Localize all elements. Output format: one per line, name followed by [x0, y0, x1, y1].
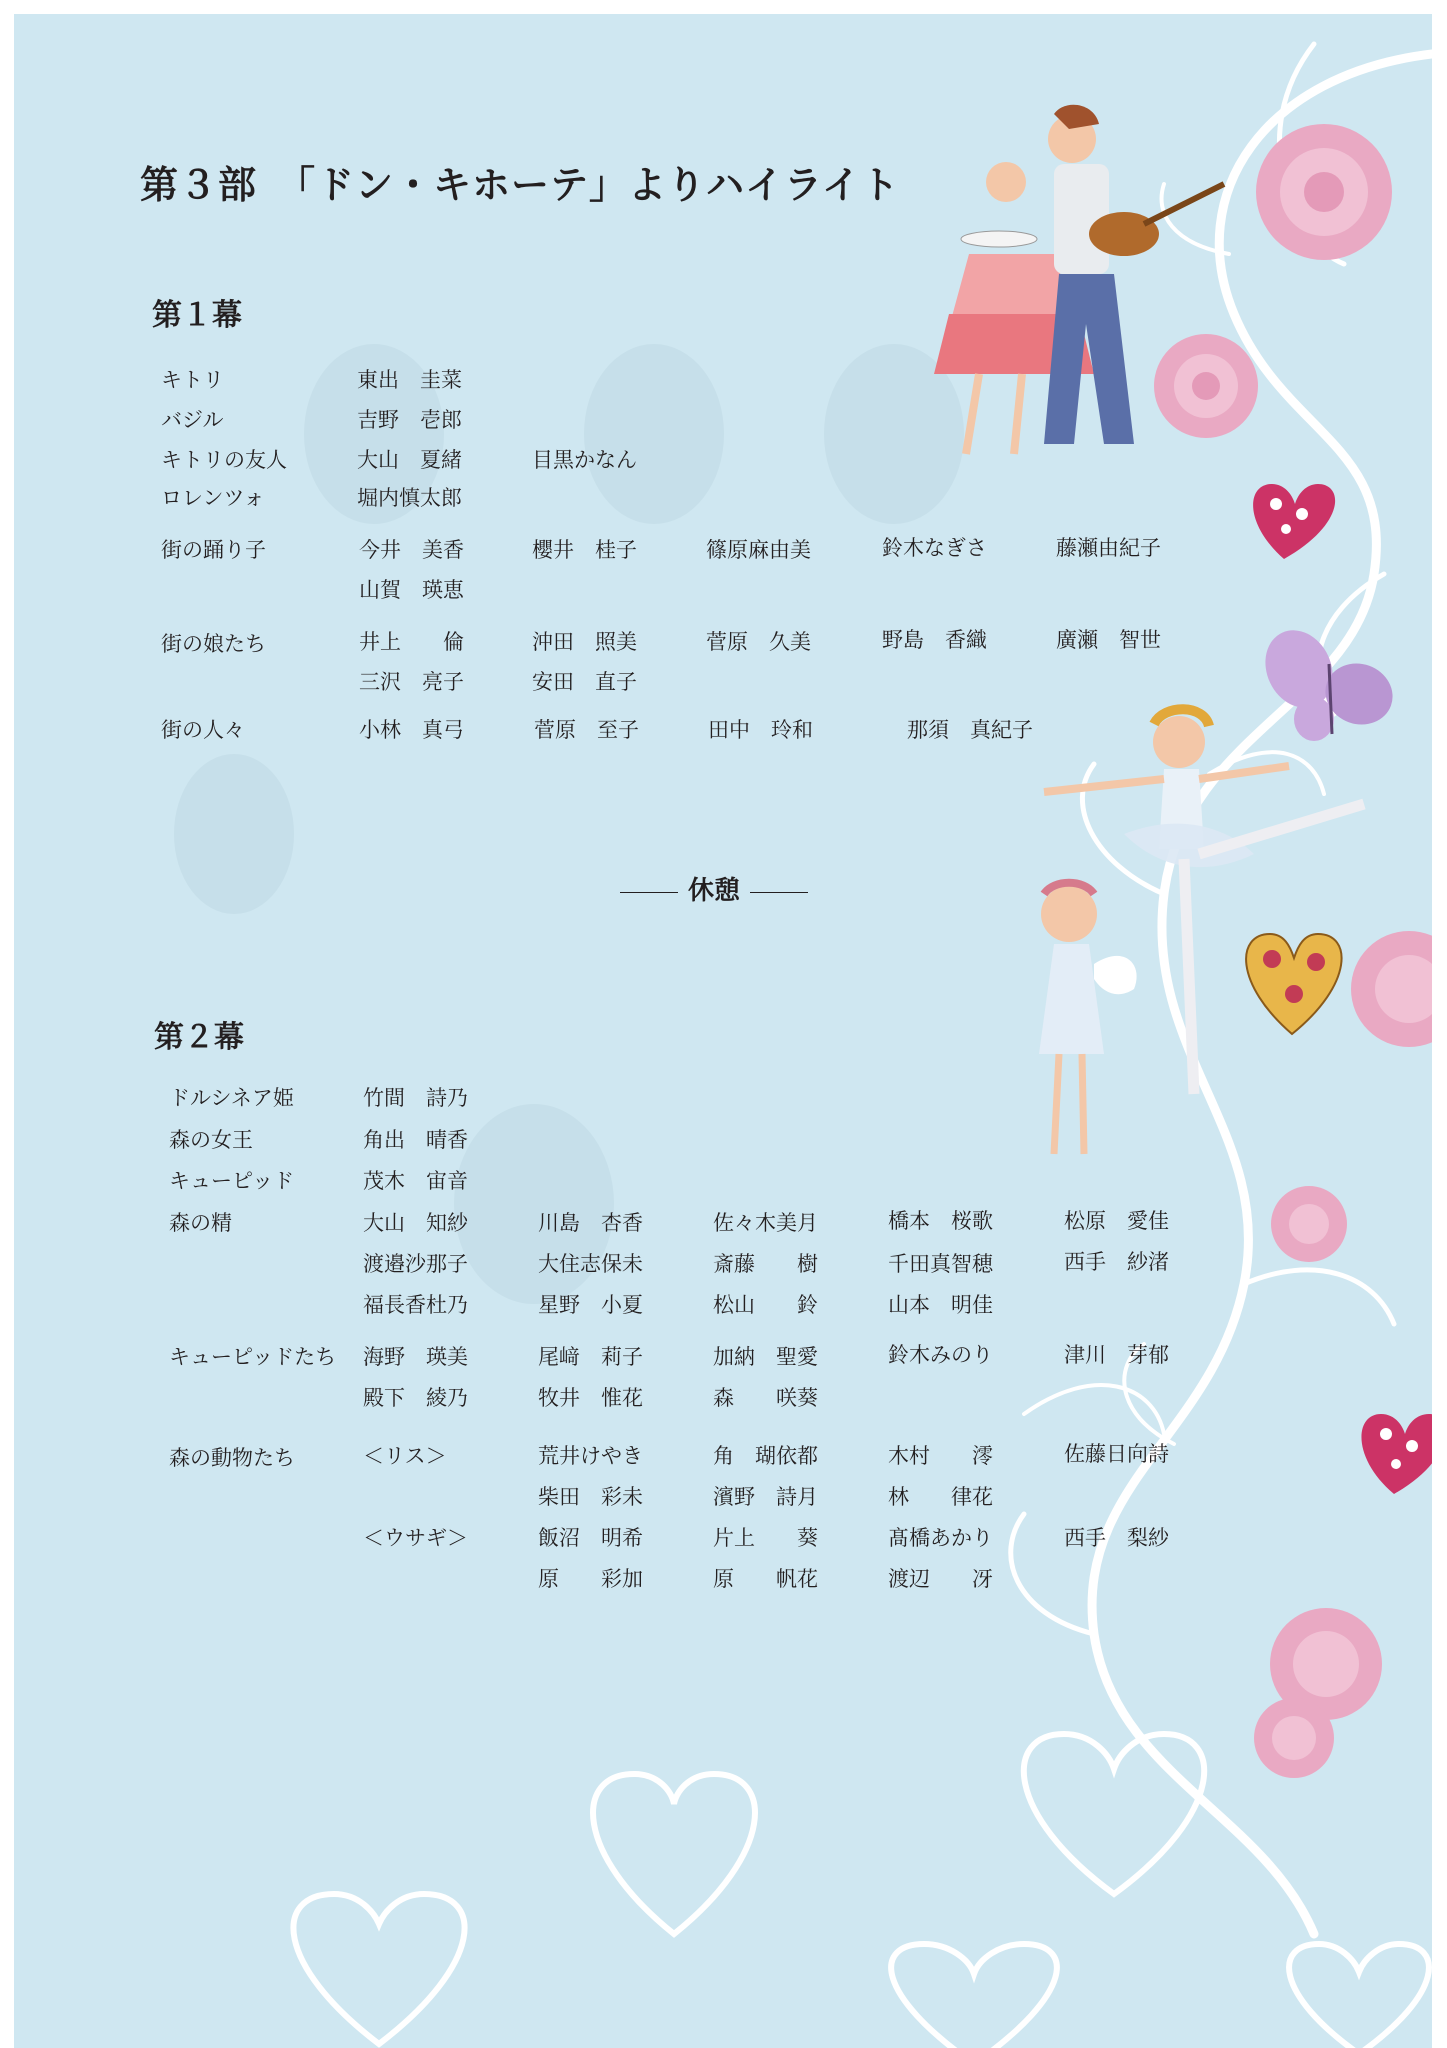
cast-name: 佐藤日向詩: [1064, 1442, 1169, 1466]
rose-icon: [1271, 1186, 1347, 1262]
cast-name: 角出 晴香: [363, 1128, 468, 1152]
cast-name: 佐々木美月: [713, 1211, 818, 1235]
cast-name: 山本 明佳: [888, 1293, 993, 1317]
page-title: 第３部 「ドン・キホーテ」よりハイライト: [140, 162, 900, 207]
cast-name: 角 瑚依都: [713, 1444, 818, 1468]
filigree-heart-icon: [293, 1734, 1428, 2048]
cast-name: 目黒かなん: [532, 448, 637, 472]
cast-name: 西手 梨紗: [1064, 1526, 1169, 1550]
cast-name: 斎藤 樹: [713, 1252, 818, 1276]
role-label: 街の人々: [161, 718, 245, 742]
cast-name: 松原 愛佳: [1064, 1209, 1169, 1233]
cast-name: 林 律花: [888, 1485, 993, 1509]
program-page: [14, 14, 1432, 2048]
cast-name: 飯沼 明希: [538, 1526, 643, 1550]
act-1-heading: 第１幕: [152, 298, 242, 333]
cast-name: 沖田 照美: [532, 630, 637, 654]
cast-name: 安田 直子: [532, 670, 637, 694]
cast-name: 川島 杏香: [538, 1211, 643, 1235]
cast-name: 竹間 詩乃: [363, 1086, 468, 1110]
cast-name: 津川 芽郁: [1064, 1343, 1169, 1367]
cast-name: 山賀 瑛恵: [359, 578, 464, 602]
cast-name: 柴田 彩未: [538, 1485, 643, 1509]
polka-heart-icon: [1253, 484, 1335, 559]
cast-name: 菅原 至子: [534, 718, 639, 742]
intermission-label: [610, 870, 818, 907]
rose-icon: [1154, 334, 1258, 438]
cast-name: 茂木 宙音: [363, 1169, 468, 1193]
role-label: ドルシネア姫: [169, 1086, 294, 1110]
cast-name: 今井 美香: [359, 538, 464, 562]
role-label: 街の娘たち: [161, 632, 266, 656]
cast-name: 荒井けやき: [538, 1444, 643, 1468]
role-label: 森の精: [169, 1211, 232, 1235]
cast-name: 菅原 久美: [706, 630, 811, 654]
cast-name: 鈴木みのり: [888, 1343, 993, 1367]
cast-name: 千田真智穂: [888, 1252, 993, 1276]
cast-name: 髙橋あかり: [888, 1526, 993, 1550]
role-label: ロレンツォ: [161, 486, 265, 510]
divider: [750, 892, 808, 893]
role-label: キトリの友人: [161, 448, 287, 472]
cast-name: 鈴木なぎさ: [882, 536, 987, 560]
rose-icon: [1254, 1698, 1334, 1778]
polka-heart-icon: [1361, 1414, 1432, 1494]
cast-name: 森 咲葵: [713, 1386, 818, 1410]
cast-name: 殿下 綾乃: [363, 1386, 468, 1410]
divider: [620, 892, 678, 893]
cast-name: 海野 瑛美: [363, 1345, 468, 1369]
rose-icon: [1256, 124, 1392, 260]
cast-name: 星野 小夏: [538, 1293, 643, 1317]
cast-name: 松山 鈴: [713, 1293, 818, 1317]
cast-name: 那須 真紀子: [907, 718, 1033, 742]
cast-name: 大山 夏緒: [357, 448, 462, 472]
cast-name: 木村 澪: [888, 1444, 993, 1468]
cast-name: 原 彩加: [538, 1567, 643, 1591]
cast-name: 橋本 桜歌: [888, 1209, 993, 1233]
cast-name: 小林 真弓: [359, 718, 464, 742]
cast-name: 福長香杜乃: [363, 1293, 468, 1317]
role-label: キューピッドたち: [169, 1345, 337, 1369]
rose-heart-icon: [1246, 934, 1341, 1034]
cast-name: 篠原麻由美: [706, 538, 811, 562]
cast-name: 濱野 詩月: [713, 1485, 818, 1509]
cast-name: 片上 葵: [713, 1526, 818, 1550]
cast-name: 田中 玲和: [708, 718, 813, 742]
cast-name: 加納 聖愛: [713, 1345, 818, 1369]
cast-name: 牧井 惟花: [538, 1386, 643, 1410]
role-label: 森の女王: [169, 1128, 253, 1152]
role-label: キトリ: [161, 368, 224, 392]
intermission-text: 休憩: [688, 876, 741, 906]
cast-name: 堀内慎太郎: [357, 486, 462, 510]
act-2-heading: 第２幕: [154, 1020, 244, 1055]
sub-role-label: ＜リス＞: [363, 1444, 447, 1468]
cast-name: 渡邉沙那子: [363, 1252, 468, 1276]
cast-name: 三沢 亮子: [359, 670, 464, 694]
cast-name: 大山 知紗: [363, 1211, 468, 1235]
cast-name: 西手 紗渚: [1064, 1250, 1169, 1274]
rose-icon: [1351, 931, 1432, 1047]
role-label: バジル: [161, 408, 224, 432]
cast-name: 尾﨑 莉子: [538, 1345, 643, 1369]
role-label: 街の踊り子: [161, 538, 266, 562]
cast-name: 原 帆花: [713, 1567, 818, 1591]
cast-name: 野島 香織: [882, 628, 987, 652]
cast-name: 渡辺 冴: [888, 1567, 993, 1591]
cast-name: 大住志保未: [538, 1252, 643, 1276]
cast-name: 井上 倫: [359, 630, 464, 654]
role-label: 森の動物たち: [169, 1446, 295, 1470]
cast-name: 東出 圭菜: [357, 368, 462, 392]
cast-name: 吉野 壱郎: [357, 408, 462, 432]
cast-name: 廣瀬 智世: [1056, 628, 1161, 652]
sub-role-label: ＜ウサギ＞: [363, 1526, 468, 1550]
cast-name: 藤瀬由紀子: [1056, 536, 1161, 560]
cupid-illustration: [1039, 883, 1137, 1154]
cast-name: 櫻井 桂子: [532, 538, 637, 562]
role-label: キューピッド: [169, 1169, 295, 1193]
